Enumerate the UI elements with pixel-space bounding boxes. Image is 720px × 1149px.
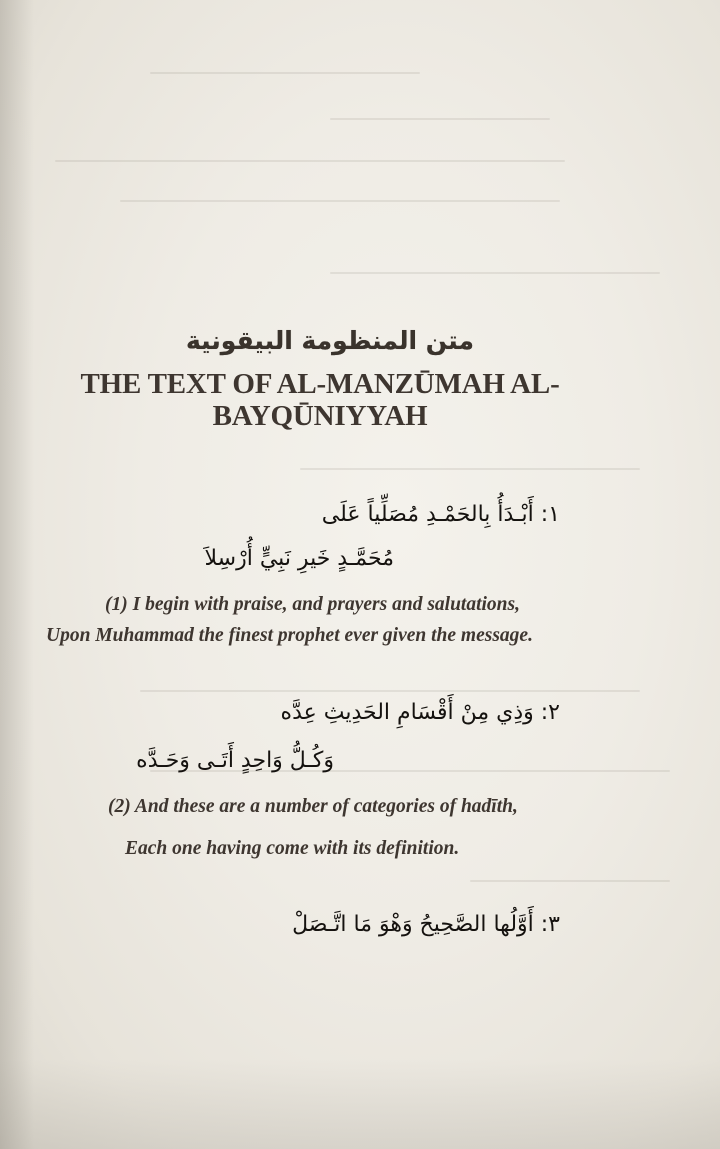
- verse-1-arabic-line-2: مُحَمَّـدٍ خَيرِ نَبِيٍّ أُرْسِلاَ: [204, 546, 394, 571]
- arabic-title: متن المنظومة البيقونية: [186, 326, 474, 355]
- show-through-line: [55, 160, 565, 162]
- show-through-line: [330, 272, 660, 274]
- page-gutter-shadow: [0, 0, 34, 1149]
- verse-2-english-line-1: (2) And these are a number of categories of hadīth,: [108, 796, 518, 817]
- show-through-line: [120, 200, 560, 202]
- show-through-line: [470, 880, 670, 882]
- verse-1-english-line-1: (1) I begin with praise, and prayers and salutations,: [105, 594, 520, 615]
- verse-3-arabic-line-1: ٣: أَوَّلُها الصَّحِيحُ وَهْوَ مَا اتَّـصَلْ: [292, 912, 560, 937]
- show-through-line: [140, 690, 640, 692]
- show-through-line: [330, 118, 550, 120]
- verse-2-arabic-line-2: وَكُـلُّ وَاحِدٍ أَتَـى وَحَـدَّه: [136, 748, 334, 773]
- verse-2-english-line-2: Each one having come with its definition.: [125, 838, 460, 859]
- verse-2-arabic-line-1: ٢: وَذِي مِنْ أَقْسَامِ الحَدِيثِ عِدَّه: [280, 700, 560, 725]
- verse-1-english-line-2: Upon Muhammad the finest prophet ever given the message.: [46, 625, 533, 646]
- english-title: THE TEXT OF AL-MANZŪMAH AL-BAYQŪNIYYAH: [80, 368, 560, 432]
- page-bottom-shadow: [0, 1059, 720, 1149]
- show-through-line: [300, 468, 640, 470]
- show-through-line: [150, 72, 420, 74]
- verse-1-arabic-line-1: ١: أَبْـدَأُ بِالحَمْـدِ مُصَلِّياً عَلَى: [321, 502, 560, 527]
